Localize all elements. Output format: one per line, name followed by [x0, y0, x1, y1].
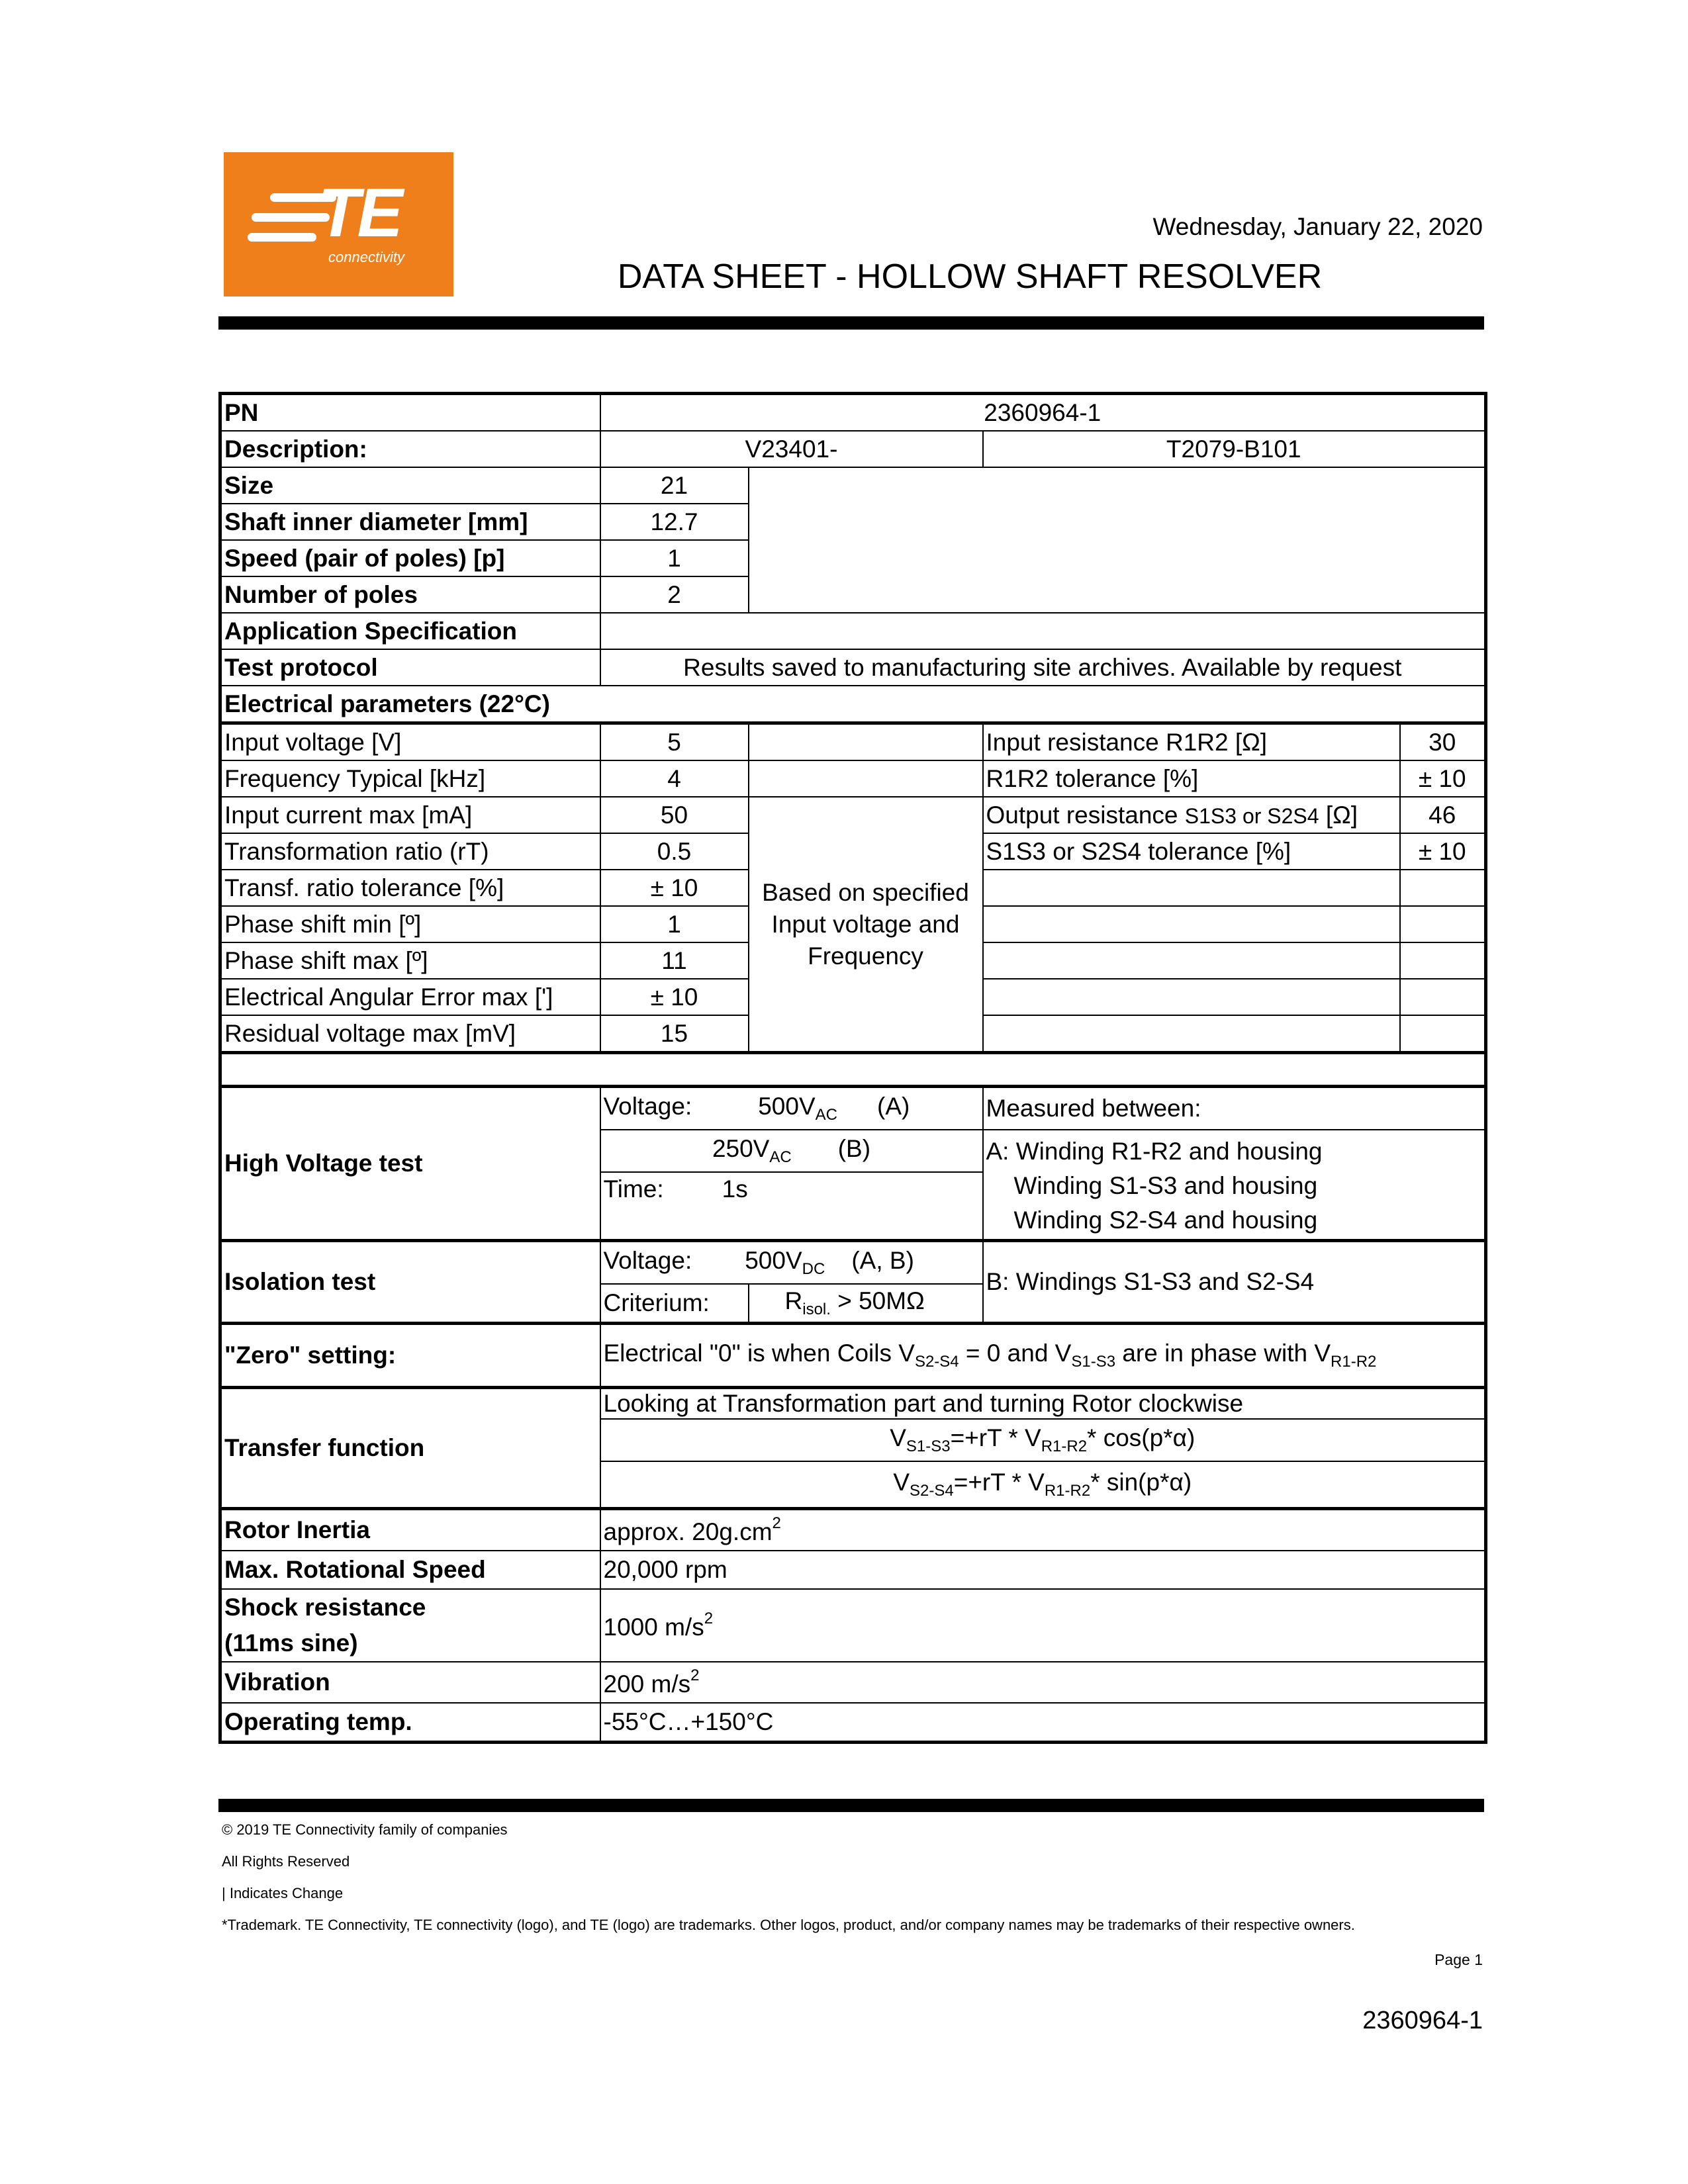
blank-cell: [1400, 906, 1486, 942]
iso-r-val: > 50MΩ: [830, 1287, 925, 1314]
hv-v2: 250V: [712, 1135, 770, 1162]
description-part-b: T2079-B101: [983, 431, 1486, 467]
shaft-label: Shaft inner diameter [mm]: [220, 504, 600, 540]
temp-label: Operating temp.: [220, 1703, 600, 1743]
elec-label: Phase shift min [º]: [220, 906, 600, 942]
elec-right-label: [983, 797, 1400, 833]
hv-voltage-a: [600, 1087, 983, 1130]
row-app-spec: [220, 613, 1486, 649]
inertia-sup: 2: [772, 1514, 781, 1532]
elec-label: Phase shift max [º]: [220, 942, 600, 979]
zero-sub: S2-S4: [914, 1353, 959, 1371]
header-rule: [218, 316, 1484, 330]
number-poles-label: Number of poles: [220, 576, 600, 613]
row-max-speed: [220, 1551, 1486, 1589]
pn-label: PN: [220, 394, 600, 432]
hv-v1-tag: (A): [877, 1093, 910, 1120]
elec-label: Transf. ratio tolerance [%]: [220, 870, 600, 906]
formula-sub: S1-S3: [906, 1437, 951, 1455]
speed-poles-value: 1: [600, 540, 749, 576]
label-text: Output resistance: [986, 801, 1185, 829]
hv-v1-sub: AC: [815, 1106, 837, 1124]
footer-copyright: © 2019 TE Connectivity family of companies: [222, 1821, 508, 1838]
label-text: S1S3 or S2S4: [1184, 803, 1319, 828]
row-temp: [220, 1703, 1486, 1743]
hv-time-label: Time:: [603, 1175, 664, 1203]
hv-time-value: 1s: [722, 1175, 748, 1203]
description-label: Description:: [220, 431, 600, 467]
elec-right-value: ± 10: [1400, 760, 1486, 797]
shock-label-line: Shock resistance: [224, 1594, 426, 1621]
formula-text: * cos(p*α): [1087, 1424, 1196, 1451]
row-size: [220, 467, 1486, 504]
elec-value: 5: [600, 723, 749, 761]
iso-r-sub: isol.: [802, 1300, 831, 1318]
hv-v1: 500V: [758, 1093, 816, 1120]
app-spec-value: [600, 613, 1486, 649]
description-part-a: V23401-: [600, 431, 983, 467]
test-protocol-value: Results saved to manufacturing site archives. Available by request: [600, 649, 1486, 686]
document-date: Wednesday, January 22, 2020: [1152, 213, 1483, 240]
iso-windings: B: Windings S1-S3 and S2-S4: [983, 1241, 1486, 1324]
row-spacer: [220, 1053, 1486, 1087]
elec-right-value: ± 10: [1400, 833, 1486, 870]
electrical-note: [749, 797, 983, 1053]
test-protocol-label: Test protocol: [220, 649, 600, 686]
inertia-text: approx. 20g.cm: [603, 1518, 773, 1545]
blank-cell: [983, 870, 1400, 906]
formula-text: V: [893, 1469, 910, 1496]
vibration-text: 200 m/s: [603, 1670, 691, 1698]
elec-value: ± 10: [600, 979, 749, 1015]
row-elec-2: [220, 797, 1486, 833]
footer-rights: All Rights Reserved: [222, 1853, 350, 1870]
label-text: [Ω]: [1319, 801, 1358, 829]
blank-cell: [983, 906, 1400, 942]
elec-label: Electrical Angular Error max [']: [220, 979, 600, 1015]
row-test-protocol: [220, 649, 1486, 686]
iso-label: Isolation test: [220, 1241, 600, 1324]
logo-sub: connectivity: [328, 249, 404, 265]
formula-text: V: [890, 1424, 906, 1451]
speed-poles-label: Speed (pair of poles) [p]: [220, 540, 600, 576]
elec-right-value: 46: [1400, 797, 1486, 833]
iso-v-sub: DC: [802, 1260, 825, 1278]
zero-value: [600, 1324, 1486, 1388]
elec-value: ± 10: [600, 870, 749, 906]
formula-sub: R1-R2: [1044, 1482, 1091, 1500]
zero-text: Electrical "0" is when Coils V: [603, 1340, 915, 1367]
row-hv-1: [220, 1087, 1486, 1130]
hv-voltage-b: [600, 1130, 983, 1172]
logo-brand: TE: [318, 175, 400, 251]
hv-v2-tag: (B): [837, 1135, 871, 1162]
row-elec-0: [220, 723, 1486, 761]
document-title: DATA SHEET - HOLLOW SHAFT RESOLVER: [617, 257, 1323, 296]
row-electrical-heading: [220, 686, 1486, 723]
row-iso-1: [220, 1241, 1486, 1285]
note-line: Frequency: [808, 942, 923, 970]
elec-right-label: Input resistance R1R2 [Ω]: [983, 723, 1400, 761]
vibration-sup: 2: [690, 1666, 700, 1684]
row-vibration: [220, 1662, 1486, 1703]
elec-right-label: R1R2 tolerance [%]: [983, 760, 1400, 797]
shock-sup: 2: [704, 1610, 714, 1627]
elec-right-label: S1S3 or S2S4 tolerance [%]: [983, 833, 1400, 870]
max-speed-label: Max. Rotational Speed: [220, 1551, 600, 1589]
hv-label: High Voltage test: [220, 1087, 600, 1241]
hv-voltage-label: Voltage:: [603, 1093, 692, 1120]
shock-label-line: (11ms sine): [224, 1629, 358, 1657]
hv-time: [600, 1172, 983, 1241]
formula-text: =+rT * V: [950, 1424, 1041, 1451]
elec-value: 15: [600, 1015, 749, 1053]
elec-label: Residual voltage max [mV]: [220, 1015, 600, 1053]
iso-v-tag: (A, B): [851, 1247, 914, 1274]
hv-v2-sub: AC: [769, 1148, 792, 1166]
footer-part-number: 2360964-1: [1362, 2007, 1483, 2034]
zero-sub: R1-R2: [1331, 1353, 1377, 1371]
iso-voltage: [600, 1241, 983, 1285]
formula-sub: S2-S4: [910, 1482, 954, 1500]
app-spec-label: Application Specification: [220, 613, 600, 649]
shock-label: [220, 1589, 600, 1662]
shock-text: 1000 m/s: [603, 1614, 704, 1641]
hv-measured: Measured between:: [983, 1087, 1486, 1130]
iso-criterium-value: [749, 1284, 983, 1324]
row-pn: [220, 394, 1486, 432]
blank-cell: [1400, 942, 1486, 979]
zero-text: are in phase with V: [1115, 1340, 1331, 1367]
vibration-label: Vibration: [220, 1662, 600, 1703]
elec-value: 0.5: [600, 833, 749, 870]
elec-value: 1: [600, 906, 749, 942]
hv-winding-line: Winding S1-S3 and housing: [1013, 1172, 1318, 1199]
spacer-cell: [220, 1053, 1486, 1087]
transfer-formula-cos: [600, 1419, 1486, 1461]
transfer-line: Looking at Transformation part and turning Rotor clockwise: [600, 1388, 1486, 1420]
row-zero: [220, 1324, 1486, 1388]
row-transfer-1: [220, 1388, 1486, 1420]
pn-value: 2360964-1: [600, 394, 1486, 432]
blank-cell: [749, 723, 983, 761]
elec-value: 11: [600, 942, 749, 979]
blank-cell: [983, 942, 1400, 979]
formula-text: =+rT * V: [953, 1469, 1045, 1496]
blank-cell: [1400, 1015, 1486, 1053]
row-elec-1: [220, 760, 1486, 797]
size-value: 21: [600, 467, 749, 504]
electrical-heading: Electrical parameters (22°C): [220, 686, 1486, 723]
transfer-formula-sin: [600, 1461, 1486, 1509]
blank-cell: [749, 760, 983, 797]
elec-right-value: 30: [1400, 723, 1486, 761]
elec-value: 4: [600, 760, 749, 797]
blank-cell: [1400, 870, 1486, 906]
vibration-value: [600, 1662, 1486, 1703]
formula-text: * sin(p*α): [1090, 1469, 1192, 1496]
blank-cell: [983, 979, 1400, 1015]
temp-value: -55°C…+150°C: [600, 1703, 1486, 1743]
zero-sub: S1-S3: [1071, 1353, 1116, 1371]
footer-trademark: *Trademark. TE Connectivity, TE connectivity (logo), and TE (logo) are trademarks. Other logos, product, and/or company names may be trademarks of their respective owners.: [222, 1917, 1355, 1933]
blank-cell: [749, 467, 1486, 613]
blank-cell: [983, 1015, 1400, 1053]
inertia-label: Rotor Inertia: [220, 1509, 600, 1551]
row-inertia: [220, 1509, 1486, 1551]
number-poles-value: 2: [600, 576, 749, 613]
row-shock: [220, 1589, 1486, 1662]
elec-label: Frequency Typical [kHz]: [220, 760, 600, 797]
footer-change: | Indicates Change: [222, 1885, 344, 1901]
page-number: Page 1: [1434, 1951, 1483, 1968]
hv-winding-line: Winding S2-S4 and housing: [1013, 1206, 1318, 1234]
transfer-label: Transfer function: [220, 1388, 600, 1509]
elec-label: Transformation ratio (rT): [220, 833, 600, 870]
shock-value: [600, 1589, 1486, 1662]
hv-winding-line: A: Winding R1-R2 and housing: [986, 1138, 1323, 1165]
iso-criterium-label: Criterium:: [600, 1284, 749, 1324]
note-line: Input voltage and: [771, 910, 960, 938]
iso-voltage-label: Voltage:: [603, 1247, 692, 1274]
note-line: Based on specified: [762, 878, 969, 906]
zero-label: "Zero" setting:: [220, 1324, 600, 1388]
elec-label: Input voltage [V]: [220, 723, 600, 761]
elec-label: Input current max [mA]: [220, 797, 600, 833]
size-label: Size: [220, 467, 600, 504]
elec-value: 50: [600, 797, 749, 833]
shaft-value: 12.7: [600, 504, 749, 540]
hv-windings: [983, 1130, 1486, 1241]
row-description: [220, 431, 1486, 467]
spec-table: [218, 392, 1487, 1744]
iso-v: 500V: [745, 1247, 802, 1274]
max-speed-value: 20,000 rpm: [600, 1551, 1486, 1589]
formula-sub: R1-R2: [1041, 1437, 1088, 1455]
inertia-value: [600, 1509, 1486, 1551]
blank-cell: [1400, 979, 1486, 1015]
iso-r: R: [784, 1287, 803, 1314]
zero-text: = 0 and V: [959, 1340, 1072, 1367]
footer-rule: [218, 1799, 1484, 1812]
